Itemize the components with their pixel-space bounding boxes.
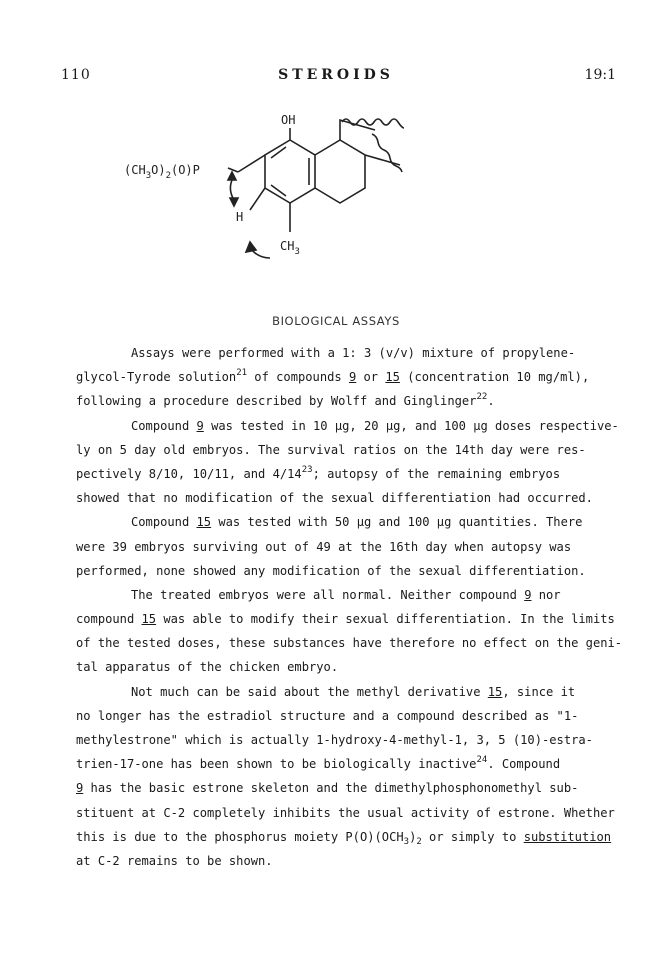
oh-label: OH bbox=[281, 113, 296, 127]
text-line: were 39 embryos surviving out of 49 at the 16th day when autopsy was bbox=[76, 539, 572, 554]
text-line: tal apparatus of the chicken embryo. bbox=[76, 660, 339, 675]
text-line: this is due to the phosphorus moiety $P(O)(OCH_3)_2$ or simply to substitution bbox=[76, 829, 612, 847]
ring-b bbox=[315, 140, 365, 203]
text-line: pectively 8/10, 10/11, and $4/14^{23}$; autopsy of the remaining embryos bbox=[76, 464, 561, 481]
text-line: 9 has the basic estrone skeleton and the dimethylphosphonomethyl sub- bbox=[76, 781, 579, 796]
text-line: compound 15 was able to modify their sexual differentiation. In the limits bbox=[76, 612, 615, 627]
text-line: ly on 5 day old embryos. The survival ratios on the 14th day were res- bbox=[76, 442, 586, 457]
chemical-structure-diagram bbox=[110, 110, 440, 310]
text-line: performed, none showed any modification of the sexual differentiation. bbox=[76, 563, 586, 578]
ch3-label: $CH_3$ bbox=[280, 239, 300, 257]
text-line: Assays were performed with a 1: 3 (v/v) mixture of propylene- bbox=[131, 346, 576, 360]
section-title: BIOLOGICAL ASSAYS bbox=[272, 314, 400, 328]
text-line: Compound 9 was tested in 10 µg, 20 µg, and 100 µg doses respective- bbox=[131, 418, 619, 433]
text-line: following a procedure described by Wolff and Ginglinger$^{22}$. bbox=[76, 392, 495, 409]
journal-title: STEROIDS bbox=[278, 67, 394, 83]
ring-a bbox=[265, 140, 315, 203]
body-text bbox=[76, 341, 632, 873]
text-line: methylestrone" which is actually 1-hydroxy-4-methyl-1, 3, 5 (10)-estra- bbox=[76, 733, 593, 747]
issue-number: 19:1 bbox=[584, 67, 616, 83]
text-line: The treated embryos were all normal. Neither compound 9 nor bbox=[131, 587, 561, 602]
substituent-label: $(CH_3O)_2(O)P$ bbox=[124, 163, 200, 181]
text-line: Not much can be said about the methyl derivative 15, since it bbox=[131, 684, 576, 699]
text-line: of the tested doses, these substances have therefore no effect on the geni- bbox=[76, 636, 623, 651]
text-line: no longer has the estradiol structure and a compound described as "1- bbox=[76, 708, 579, 723]
text-line: glycol-Tyrode solution$^{21}$ of compounds 9 or 15 (concentration 10 mg/ml), bbox=[76, 368, 590, 385]
text-line: stituent at C-2 completely inhibits the usual activity of estrone. Whether bbox=[76, 805, 615, 820]
text-line: showed that no modification of the sexual differentiation had occurred. bbox=[76, 491, 593, 506]
page-number: 110 bbox=[61, 67, 91, 83]
h-label: H bbox=[236, 210, 244, 224]
text-line: trien-17-one has been shown to be biologically inactive$^{24}$. Compound bbox=[76, 755, 561, 772]
text-line: Compound 15 was tested with 50 µg and 100 µg quantities. There bbox=[131, 515, 583, 530]
structure-svg bbox=[110, 110, 440, 310]
text-line: at C-2 remains to be shown. bbox=[76, 853, 273, 868]
